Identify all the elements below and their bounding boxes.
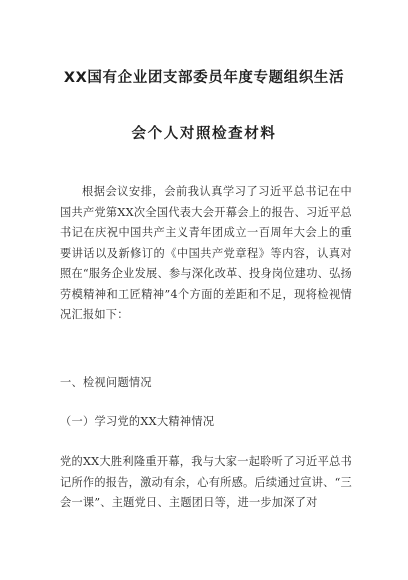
document-title-line-2: 会个人对照检查材料 <box>131 126 277 142</box>
intro-paragraph: 根据会议安排，会前我认真学习了习近平总书记在中国共产党第XX次全国代表大会开幕会上的报告、习近平总书记在庆祝中国共产主义青年团成立一百周年大会上的重要讲话以及新修订的《中国共产党章程》等内容，认真对照在“服务企业发展、参与深化改革、投身岗位建功、弘扬劳模精神和工匠精神”4个方面的差距和不足，现将检视情况汇报如下： <box>60 185 352 321</box>
document-title-line-1: XX国有企业团支部委员年度专题组织生活 <box>63 70 345 86</box>
section-heading: 一、检视问题情况 <box>60 376 152 389</box>
subsection-heading: （一）学习党的XX大精神情况 <box>60 415 215 428</box>
body-paragraph: 党的XX大胜利隆重开幕，我与大家一起聆听了习近平总书记所作的报告，激动有余，心有所感。后续通过宣讲、“三会一课”、主题党日、主题团日等，进一步加深了对 <box>60 455 352 509</box>
